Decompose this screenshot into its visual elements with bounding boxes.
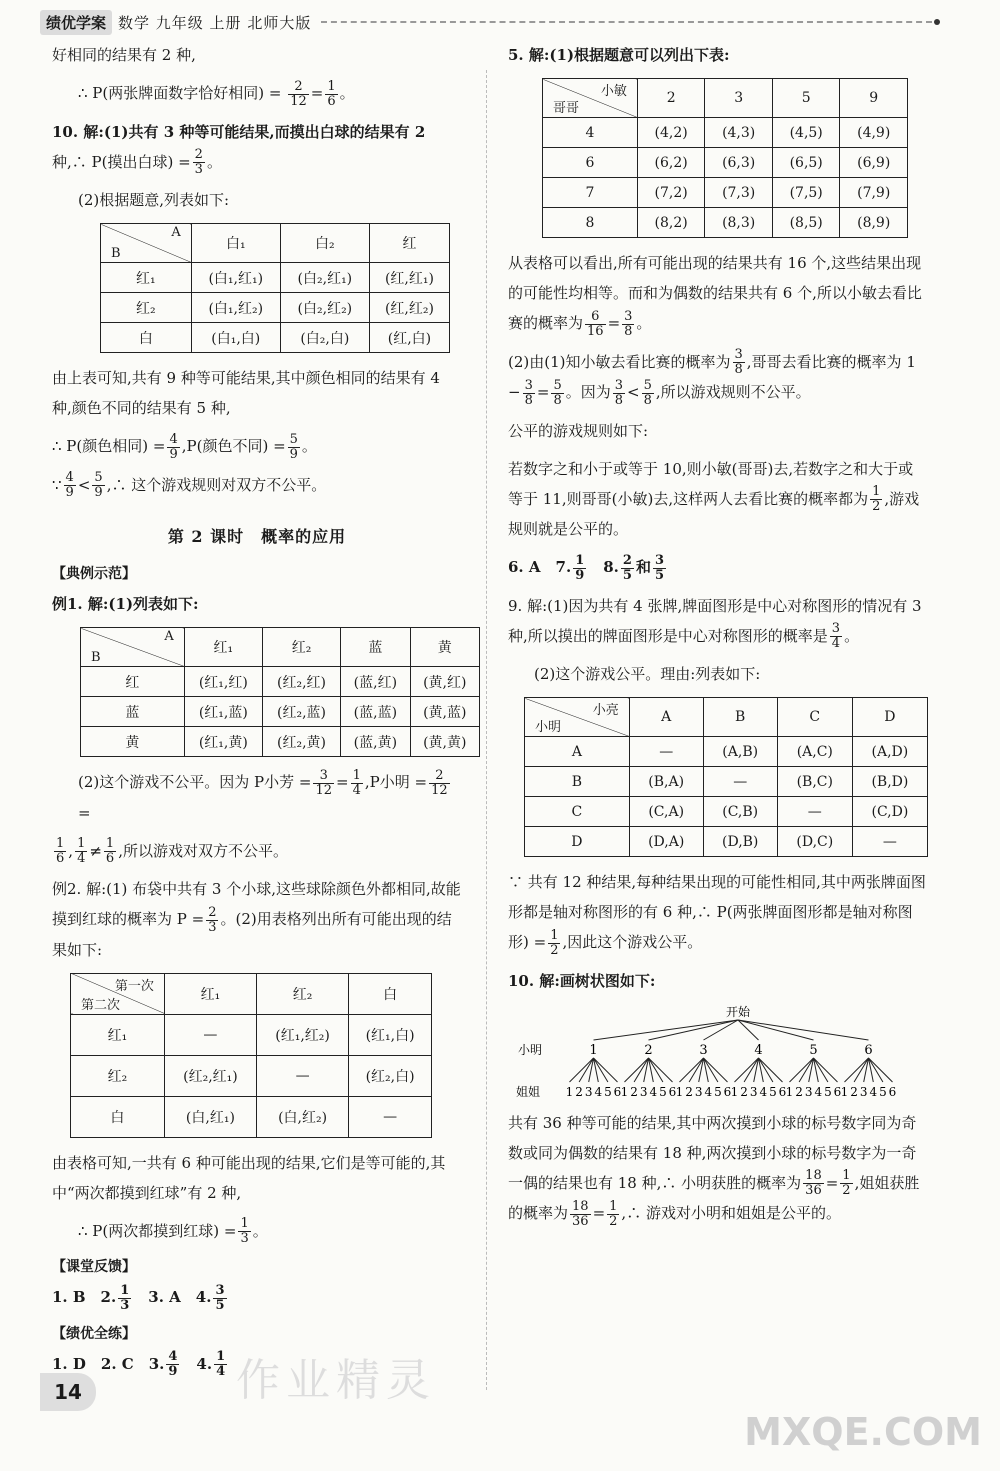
text-line: (2)这个游戏公平。理由:列表如下:: [534, 665, 761, 683]
row-label-cell: 8: [543, 208, 638, 238]
table-cell: (A,B): [703, 737, 777, 767]
tree-diagram: [508, 1004, 928, 1104]
table-cell: (4,9): [840, 118, 908, 148]
table-row: [543, 178, 908, 208]
table-cell: (4,3): [705, 118, 773, 148]
table-cell: (A,C): [777, 737, 852, 767]
table-header-row: [81, 628, 480, 667]
tree-node-level2: 6: [888, 1084, 897, 1099]
watermark-text: 作业精灵: [236, 1355, 436, 1406]
fraction: $\frac{5}{9}$: [94, 470, 103, 500]
tree-node-level2: 2: [850, 1084, 858, 1099]
fraction: $\frac{5}{8}$: [553, 377, 562, 408]
table-cell: —: [257, 1055, 349, 1096]
row-label-cell: 黄: [81, 727, 185, 757]
answer-line: 1. B 2. $\frac{1}{3}$ 3. A 4. $\frac{3}{5}$: [52, 1282, 225, 1313]
table-row: [81, 727, 480, 757]
fraction: $\frac{4}{9}$: [168, 1349, 178, 1379]
table-row: [525, 797, 928, 827]
tree-node-level1: 1: [589, 1042, 598, 1058]
table-corner-cell: [525, 698, 630, 737]
table-header-cell: 9: [840, 79, 908, 118]
tree-level2-label: 姐姐: [516, 1084, 541, 1099]
table-cell: (D,A): [629, 827, 703, 857]
row-label-cell: 红₁: [71, 1014, 165, 1055]
table-cell: (红₁,红₂): [257, 1014, 349, 1055]
row-label-cell: A: [525, 737, 630, 767]
fraction: $\frac{1}{6}$: [56, 836, 65, 866]
table-cell: (白₂,红₁): [280, 263, 369, 293]
right-column: [508, 40, 928, 1237]
table-header-cell: D: [852, 698, 927, 737]
table-cell: (7,2): [637, 178, 705, 208]
fraction: $\frac{1}{3}$: [120, 1282, 130, 1313]
watermark-corner: MXQE.COM: [744, 1410, 982, 1454]
fraction: $\frac{1}{6}$: [327, 78, 336, 109]
tree-node-level2: 6: [613, 1084, 622, 1099]
tree-node-level1: 5: [809, 1042, 818, 1058]
row-label-cell: 红: [81, 667, 185, 697]
tree-node-level2: 4: [594, 1084, 603, 1099]
table-cell: (8,9): [840, 208, 908, 238]
fraction: $\frac{3}{8}$: [624, 308, 633, 339]
table-header-cell: 黄: [410, 628, 479, 667]
table-example-2: [70, 973, 432, 1138]
text-line: (2)根据题意,列表如下:: [78, 191, 230, 209]
row-label-cell: C: [525, 797, 630, 827]
table-cell: (C,A): [629, 797, 703, 827]
page-number: 14: [40, 1373, 96, 1411]
tree-node-level1: 6: [864, 1042, 873, 1058]
section-tag: 【典例示范】: [52, 566, 136, 582]
corner-bottom-label: B: [111, 246, 121, 261]
table-cell: —: [703, 767, 777, 797]
tree-node-level2: 1: [620, 1084, 629, 1099]
tree-node-level2: 5: [659, 1084, 667, 1099]
table-row: [525, 767, 928, 797]
table-header-cell: 红₁: [164, 973, 256, 1014]
tree-node-level2: 3: [804, 1084, 813, 1099]
answer-line: 6. A 7. $\frac{1}{9}$ 8. $\frac{2}{5}$ 和 $\frac{3}{5}$: [508, 552, 665, 583]
table-header-cell: 2: [637, 79, 705, 118]
table-cell: (红₂,蓝): [262, 697, 340, 727]
table-header-row: [101, 224, 450, 263]
section-tag: 【绩优全练】: [52, 1325, 136, 1342]
question-5: 5. 解:(1)根据题意可以列出下表:: [508, 46, 730, 64]
fraction: $\frac{3}{8}$: [614, 377, 624, 408]
table-cell: (黄,黄): [410, 727, 479, 757]
table-header-cell: 白₂: [280, 224, 369, 263]
table-cell: (8,5): [772, 208, 840, 238]
table-header-row: [71, 973, 432, 1014]
table-cell: (D,C): [777, 827, 852, 857]
table-cell: (红₁,蓝): [184, 697, 262, 727]
tree-node-level2: 5: [879, 1084, 887, 1099]
tree-node-level2: 6: [833, 1084, 842, 1099]
row-label-cell: 蓝: [81, 697, 185, 727]
section-tag: 【课堂反馈】: [52, 1259, 136, 1275]
table-cell: (白,红₂): [257, 1096, 349, 1137]
text-line: 公平的游戏规则如下:: [508, 421, 649, 440]
tree-node-level2: 2: [685, 1084, 693, 1099]
left-column: [52, 40, 467, 1387]
table-row: [543, 118, 908, 148]
text-line: ∴ P(两张牌面数字恰好相同) = $\frac{2}{12}$ = $\frac{1}{6}$ 。: [78, 78, 355, 109]
row-label-cell: 红₁: [101, 263, 192, 293]
table-cell: (黄,红): [410, 667, 479, 697]
fraction: $\frac{18}{36}$: [805, 1168, 822, 1198]
fraction: $\frac{3}{4}$: [831, 621, 841, 651]
fraction: $\frac{1}{6}$: [105, 836, 115, 866]
corner-top-label: 小亮: [592, 703, 619, 718]
header-dashed-rule: [321, 21, 932, 23]
table-cell: (7,3): [705, 178, 773, 208]
page-header: [40, 6, 940, 38]
table-cell: —: [852, 827, 927, 857]
table-cell: (红₂,红₁): [164, 1055, 256, 1096]
question-9: 9. 解:(1)因为共有 4 张牌,牌面图形是中心对称图形的情况有 3 种,所以摸出的牌面图形是中心对称图形的概率是 $\frac{3}{4}$ 。: [508, 596, 922, 651]
table-cell: (D,B): [703, 827, 777, 857]
tree-node-level2: 3: [749, 1084, 758, 1099]
corner-top-label: 第一次: [114, 978, 154, 994]
fraction: $\frac{2}{12}$: [290, 78, 307, 109]
text-line: (2)由(1)知小敏去看比赛的概率为 $\frac{3}{8}$ ,哥哥去看比赛的概率为 1 − $\frac{3}{8}$ = $\frac{5}{8}$ 。因为 $\frac{3}{8}$ < $\frac{5}{8}$ ,所以游戏规则不公平。: [508, 347, 916, 408]
book-subtitle: 数学 九年级 上册 北师大版: [118, 13, 312, 32]
table-cell: (7,5): [772, 178, 840, 208]
corner-bottom-label: 小明: [535, 720, 562, 735]
table-cell: (红,白): [369, 323, 449, 353]
row-label-cell: B: [525, 767, 630, 797]
table-header-row: [525, 698, 928, 737]
fraction: $\frac{1}{2}$: [550, 927, 559, 958]
row-label-cell: 6: [543, 148, 638, 178]
tree-node-level2: 4: [814, 1084, 823, 1099]
table-cell: (6,9): [840, 148, 908, 178]
tree-root-label: 开始: [725, 1004, 751, 1019]
table-cell: (白₂,白): [280, 323, 369, 353]
fraction: $\frac{4}{9}$: [169, 431, 178, 462]
table-cell: (6,2): [637, 148, 705, 178]
table-cell: (红₁,黄): [184, 727, 262, 757]
example-2: 例2. 解:(1) 布袋中共有 3 个小球,这些球除颜色外都相同,故能摸到红球的概率为 P = $\frac{2}{3}$ 。(2)用表格列出所有可能出现的结果如下:: [52, 880, 461, 959]
table-header-cell: 蓝: [341, 628, 410, 667]
tree-node-level2: 5: [714, 1084, 722, 1099]
text-line: ∵ 共有 12 种结果,每种结果出现的可能性相同,其中两张牌面图形都是轴对称图形的有 6 种,∴ P(两张牌面图形都是轴对称图形) = $\frac{1}{2}$ ,因此这个游戏公平。: [508, 873, 926, 958]
tree-node-level2: 3: [694, 1084, 703, 1099]
text-line: 由上表可知,共有 9 种等可能结果,其中颜色相同的结果有 4 种,颜色不同的结果有 5 种,: [52, 369, 440, 417]
table-cell: (红₁,红): [184, 667, 262, 697]
tree-node-level2: 4: [704, 1084, 713, 1099]
fraction: $\frac{2}{5}$: [622, 552, 632, 583]
text-line: 共有 36 种等可能的结果,其中两次摸到小球的标号数字同为奇数或同为偶数的结果有 18 种,两次摸到小球的标号数字为一奇一偶的结果也有 18 种,∴ 小明获胜的概率为 $\frac{18}{36}$ = $\frac{1}{2}$ ,姐姐获胜的概率为 $\frac{18}{36}$ = $\frac{1}{2}$ ,∴ 游戏对小明和姐姐是公平的。: [508, 1113, 920, 1229]
table-cards: [524, 697, 928, 857]
table-cell: (红₂,白): [349, 1055, 432, 1096]
text-line: ∴ P(颜色相同) = $\frac{4}{9}$ ,P(颜色不同) = $\frac{5}{9}$ 。: [52, 431, 317, 462]
tree-node-level2: 2: [575, 1084, 583, 1099]
table-header-cell: 3: [705, 79, 773, 118]
table-cell: (C,D): [852, 797, 927, 827]
fraction: $\frac{1}{2}$: [872, 484, 881, 514]
fraction: $\frac{5}{9}$: [289, 431, 298, 462]
tree-node-level1: 2: [644, 1042, 653, 1058]
tree-node-level2: 1: [730, 1084, 739, 1099]
table-row: [71, 1055, 432, 1096]
text-line: 从表格可以看出,所有可能出现的结果共有 16 个,这些结果出现的可能性均相等。而和为偶数的结果共有 6 个,所以小敏去看比赛的概率为 $\frac{6}{16}$ = $\frac{3}{8}$ 。: [508, 254, 922, 339]
table-cell: (红₂,红): [262, 667, 340, 697]
table-row: [71, 1014, 432, 1055]
table-cell: (红₁,白): [349, 1014, 432, 1055]
example-1: 例1. 解:(1)列表如下:: [52, 595, 199, 613]
corner-top-label: A: [164, 629, 174, 644]
fraction: $\frac{18}{36}$: [572, 1198, 589, 1229]
row-label-cell: D: [525, 827, 630, 857]
fraction: $\frac{5}{8}$: [643, 377, 652, 408]
table-cell: (白₁,白): [191, 323, 280, 353]
table-example-1: [80, 627, 480, 757]
table-header-cell: B: [703, 698, 777, 737]
table-cell: (A,D): [852, 737, 927, 767]
question-10: 10. 解:(1)共有 3 种等可能结果,而摸出白球的结果有 2 种,∴ P(摸出白球) = $\frac{2}{3}$ 。: [52, 122, 426, 177]
row-label-cell: 4: [543, 118, 638, 148]
question-10-right: 10. 解:画树状图如下:: [508, 971, 656, 990]
fraction: $\frac{1}{9}$: [575, 552, 585, 583]
fraction: $\frac{2}{3}$: [194, 147, 203, 177]
tree-node-level2: 3: [639, 1084, 648, 1099]
tree-node-level2: 4: [759, 1084, 768, 1099]
table-cell: (红,红₁): [369, 263, 449, 293]
table-colors: [100, 223, 450, 353]
table-corner-cell: [71, 973, 165, 1014]
table-row: [525, 827, 928, 857]
fraction: $\frac{1}{2}$: [609, 1198, 618, 1229]
table-cell: (白₁,红₁): [191, 263, 280, 293]
table-cell: —: [777, 797, 852, 827]
tree-node-level2: 2: [740, 1084, 748, 1099]
fraction: $\frac{3}{5}$: [215, 1282, 225, 1313]
table-row: [525, 737, 928, 767]
corner-bottom-label: B: [91, 650, 101, 665]
column-divider: [486, 70, 487, 1390]
text-line: 好相同的结果有 2 种,: [52, 46, 196, 64]
table-cell: (红,红₂): [369, 293, 449, 323]
table-cell: (蓝,黄): [341, 727, 410, 757]
table-cell: (蓝,蓝): [341, 697, 410, 727]
tree-node-level2: 3: [584, 1084, 593, 1099]
table-header-cell: 红₁: [184, 628, 262, 667]
text-line: 由表格可知,一共有 6 种可能出现的结果,它们是等可能的,其中“两次都摸到红球”有 2 种,: [52, 1153, 446, 1202]
table-row: [71, 1096, 432, 1137]
fraction: $\frac{1}{2}$: [842, 1168, 851, 1198]
table-cell: (4,2): [637, 118, 705, 148]
tree-node-level2: 2: [630, 1084, 638, 1099]
table-cell: (蓝,红): [341, 667, 410, 697]
table-corner-cell: [81, 628, 185, 667]
row-label-cell: 红₂: [71, 1055, 165, 1096]
table-cell: (B,A): [629, 767, 703, 797]
tree-node-level2: 4: [649, 1084, 658, 1099]
brand-label: 绩优学案: [40, 10, 112, 35]
answer-line: 1. D 2. C 3. $\frac{4}{9}$ 4. $\frac{1}{4}$: [52, 1349, 226, 1379]
tree-node-level1: 3: [699, 1042, 708, 1058]
header-dot: [934, 19, 940, 25]
tree-node-level1: 4: [754, 1042, 763, 1058]
text-line: (2)这个游戏不公平。因为 P小芳 = $\frac{3}{12}$ = $\frac{1}{4}$ ,P小明 = $\frac{2}{12}$ =: [78, 767, 448, 822]
table-row: [101, 293, 450, 323]
table-cell: (6,3): [705, 148, 773, 178]
fraction: $\frac{1}{4}$: [77, 836, 86, 866]
table-cell: (8,3): [705, 208, 773, 238]
corner-bottom-label: 哥哥: [553, 101, 580, 116]
table-header-cell: A: [629, 698, 703, 737]
tree-node-level2: 1: [675, 1084, 684, 1099]
table-cell: (B,C): [777, 767, 852, 797]
fraction: $\frac{2}{12}$: [431, 767, 448, 798]
tree-node-level2: 3: [859, 1084, 868, 1099]
table-corner-cell: [101, 224, 192, 263]
tree-branch: [594, 1020, 739, 1040]
tree-node-level2: 4: [869, 1084, 878, 1099]
row-label-cell: 白: [71, 1096, 165, 1137]
table-header-cell: C: [777, 698, 852, 737]
tree-node-level2: 5: [769, 1084, 777, 1099]
tree-node-level2: 1: [840, 1084, 849, 1099]
fraction: $\frac{3}{8}$: [524, 377, 533, 408]
corner-top-label: A: [171, 225, 181, 240]
fraction: $\frac{6}{16}$: [587, 308, 604, 339]
table-row: [543, 208, 908, 238]
text-line: ∵ $\frac{4}{9}$ < $\frac{5}{9}$ ,∴ 这个游戏规则对双方不公平。: [52, 470, 327, 500]
fraction: $\frac{1}{3}$: [240, 1216, 249, 1246]
table-row: [81, 697, 480, 727]
table-cell: (白,红₁): [164, 1096, 256, 1137]
text-line: $\frac{1}{6}$ , $\frac{1}{4}$ ≠ $\frac{1}{6}$ ,所以游戏对双方不公平。: [56, 836, 288, 866]
table-header-cell: 5: [772, 79, 840, 118]
lesson-title: 第 2 课时 概率的应用: [167, 527, 347, 546]
table-header-cell: 红₂: [257, 973, 349, 1014]
tree-node-level2: 5: [824, 1084, 832, 1099]
tree-level1-label: 小明: [518, 1042, 543, 1057]
fraction: $\frac{3}{12}$: [315, 767, 332, 798]
tree-node-level2: 6: [723, 1084, 732, 1099]
tree-node-level2: 6: [778, 1084, 787, 1099]
table-cell: (7,9): [840, 178, 908, 208]
table-cell: (6,5): [772, 148, 840, 178]
table-cell: (B,D): [852, 767, 927, 797]
tree-node-level2: 6: [668, 1084, 677, 1099]
fraction: $\frac{3}{8}$: [734, 347, 743, 377]
row-label-cell: 红₂: [101, 293, 192, 323]
corner-top-label: 小敏: [600, 84, 627, 99]
tree-node-level2: 5: [604, 1084, 612, 1099]
table-cell: (8,2): [637, 208, 705, 238]
table-cell: (黄,蓝): [410, 697, 479, 727]
tree-branch: [649, 1020, 739, 1040]
tree-branch: [704, 1020, 739, 1040]
tree-node-level2: 2: [795, 1084, 803, 1099]
row-label-cell: 白: [101, 323, 192, 353]
table-row: [543, 148, 908, 178]
fraction: $\frac{4}{9}$: [65, 470, 74, 500]
text-line: 若数字之和小于或等于 10,则小敏(哥哥)去,若数字之和大于或等于 11,则哥哥(小敏)去,这样两人去看比赛的概率都为 $\frac{1}{2}$ ,游戏规则就是公平的。: [508, 459, 920, 538]
table-cell: (白₂,红₂): [280, 293, 369, 323]
row-label-cell: 7: [543, 178, 638, 208]
table-cell: —: [629, 737, 703, 767]
table-row: [81, 667, 480, 697]
table-row: [101, 263, 450, 293]
tree-node-level2: 1: [785, 1084, 794, 1099]
fraction: $\frac{2}{3}$: [208, 904, 217, 935]
table-header-cell: 白₁: [191, 224, 280, 263]
table-cell: (4,5): [772, 118, 840, 148]
table-header-cell: 白: [349, 973, 432, 1014]
table-cell: (红₂,黄): [262, 727, 340, 757]
table-cell: —: [349, 1096, 432, 1137]
corner-bottom-label: 第二次: [81, 997, 121, 1013]
table-row: [101, 323, 450, 353]
fraction: $\frac{3}{5}$: [654, 552, 665, 583]
table-corner-cell: [543, 79, 638, 118]
table-header-row: [543, 79, 908, 118]
fraction: $\frac{1}{4}$: [216, 1349, 226, 1379]
table-cell: —: [164, 1014, 256, 1055]
table-cell: (白₁,红₂): [191, 293, 280, 323]
fraction: $\frac{1}{4}$: [352, 767, 361, 798]
text-line: ∴ P(两次都摸到红球) = $\frac{1}{3}$ 。: [78, 1216, 268, 1246]
table-cell: (C,B): [703, 797, 777, 827]
table-sums: [542, 78, 908, 238]
table-header-cell: 红: [369, 224, 449, 263]
tree-node-level2: 1: [565, 1084, 574, 1099]
table-header-cell: 红₂: [262, 628, 340, 667]
